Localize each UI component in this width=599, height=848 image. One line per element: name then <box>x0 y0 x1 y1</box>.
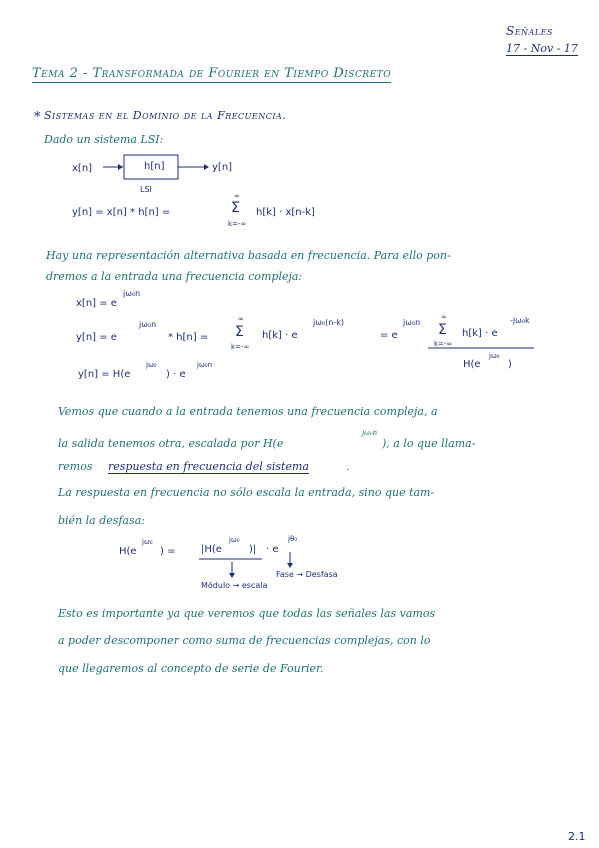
diagram-caption: LSI <box>140 185 152 194</box>
h-equation-mag-close: )| <box>249 544 257 555</box>
paragraph-2-line-3b: . <box>346 460 350 473</box>
y-eq1-sum2-top: ∞ <box>441 313 447 321</box>
conv-rhs: h[k] · x[n-k] <box>256 207 315 218</box>
h-equation-dot: · e <box>266 544 279 555</box>
y-eq1-under-close: ) <box>508 359 512 370</box>
modulus-note: Módulo → escala <box>201 581 268 590</box>
y-eq1-exponent: jω₀n <box>139 320 157 329</box>
h-equation-mag: |H(e <box>201 544 222 555</box>
y-eq1-under: H(e <box>463 359 481 370</box>
phase-note: Fase → Desfasa <box>276 570 338 579</box>
paragraph-4-line-3: que llegaremos al concepto de serie de Fourier. <box>58 662 324 675</box>
x-equation: x[n] = e <box>76 298 117 309</box>
paragraph-1-line-1: Hay una representación alternativa basada en frecuencia. Para ello pon- <box>46 249 451 262</box>
bullet-marker: * <box>34 110 41 125</box>
intro-text: Dado un sistema LSI: <box>44 133 164 146</box>
y-eq1-sum-top: ∞ <box>238 315 244 323</box>
section-heading: Sistemas en el Dominio de la Frecuencia. <box>44 109 287 122</box>
conv-sum-symbol: Σ <box>231 200 240 216</box>
input-arrow-head <box>118 164 123 170</box>
diagram-box-label: h[n] <box>144 161 165 172</box>
paragraph-3-line-1: La respuesta en frecuencia no sólo escala la entrada, sino que tam- <box>58 486 435 499</box>
paragraph-2-line-1: Vemos que cuando a la entrada tenemos una frecuencia compleja, a <box>58 405 438 418</box>
diagram-box <box>124 155 178 179</box>
y-eq1-mid: * h[n] = <box>168 332 209 343</box>
h-equation-mag-exponent: jω₀ <box>229 536 240 544</box>
modulus-arrow-head <box>229 573 235 578</box>
paragraph-4-line-2: a poder descomponer como suma de frecuencias complejas, con lo <box>58 634 431 647</box>
y-eq1-lhs: y[n] = e <box>76 332 117 343</box>
conv-sum-bottom: k=-∞ <box>228 220 247 228</box>
paragraph-3-line-2: bién la desfasa: <box>58 514 145 527</box>
y-eq2-rhs-exponent: jω₀n <box>197 361 213 369</box>
paragraph-4-line-1: Esto es importante ya que veremos que todas las señales las vamos <box>58 607 436 620</box>
page-title: Tema 2 - Transformada de Fourier en Tiempo Discreto <box>32 66 392 81</box>
diagram-input: x[n] <box>72 163 93 174</box>
conv-sum-top: ∞ <box>234 192 240 200</box>
y-eq2-rhs: ) · e <box>166 369 186 380</box>
y-eq2-exponent: jω₀ <box>146 361 157 369</box>
h-equation-lhs-exponent: jω₀ <box>142 538 153 546</box>
paragraph-2-line-2-exponent: jω₀n <box>362 429 378 437</box>
paragraph-1-line-2: dremos a la entrada una frecuencia compleja: <box>46 270 303 283</box>
y-eq1-term-exponent: jω₀(n-k) <box>313 318 344 327</box>
subject-label: Señales <box>506 24 553 38</box>
h-equation-lhs: H(e <box>119 546 137 557</box>
x-equation-exponent: jω₀n <box>123 289 141 298</box>
y-eq1-sum2-symbol: Σ <box>438 322 447 338</box>
y-eq1-sum-bottom: k=-∞ <box>231 343 250 351</box>
paragraph-2-line-2a: la salida tenemos otra, escalada por H(e <box>58 437 284 450</box>
y-eq1-sum-symbol: Σ <box>235 324 244 340</box>
h-equation-phase-exponent: jθ₀ <box>288 535 298 543</box>
y-eq1-eq2: = e <box>380 330 398 341</box>
conv-lhs: y[n] = x[n] * h[n] = <box>72 207 171 218</box>
y-eq1-term2: h[k] · e <box>462 328 498 339</box>
h-equation-eq: ) = <box>160 546 176 557</box>
date-label: 17 - Nov - 17 <box>506 42 578 55</box>
y-eq1-sum2-bottom: k=-∞ <box>434 340 453 348</box>
page-number: 2.1 <box>568 830 586 843</box>
y-eq1-term: h[k] · e <box>262 330 298 341</box>
paragraph-2-line-3a: remos <box>58 460 93 473</box>
y-eq1-eq2-exponent: jω₀n <box>403 318 421 327</box>
diagram-output: y[n] <box>212 162 233 173</box>
phase-arrow-head <box>287 563 293 568</box>
y-eq2-lhs: y[n] = H(e <box>78 369 131 380</box>
output-arrow-head <box>204 164 209 170</box>
y-eq1-under-exponent: jω₀ <box>489 352 500 360</box>
y-eq1-term2-exponent: -jω₀k <box>510 316 530 325</box>
frequency-response-term: respuesta en frecuencia del sistema <box>108 460 309 473</box>
paragraph-2-line-2b: ), a lo que llama- <box>382 437 476 450</box>
